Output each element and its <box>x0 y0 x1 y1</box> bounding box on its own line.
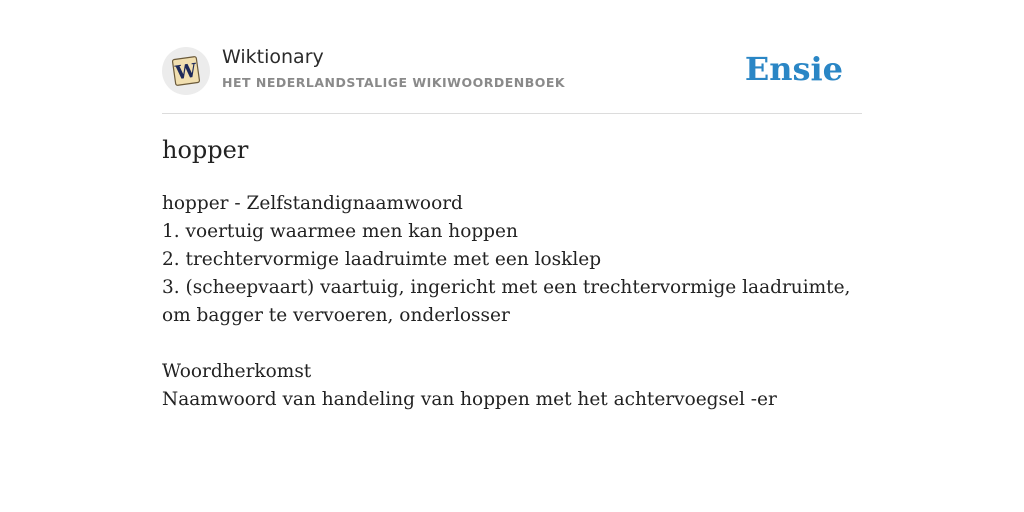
ensie-brand-logo[interactable]: Ensie <box>744 50 843 88</box>
definition-item: 1. voertuig waarmee men kan hoppen <box>162 221 518 242</box>
logo-letter: W <box>174 59 199 85</box>
page <box>162 0 862 410</box>
entry-body <box>162 190 852 414</box>
etymology-heading: Woordherkomst <box>162 361 312 382</box>
site-tagline: HET NEDERLANDSTALIGE WIKIWOORDENBOEK <box>222 75 566 90</box>
definition-item: 3. (scheepvaart) vaartuig, ingericht met een trechtervormige laadruimte, om bagger te vervoeren, onderlosser <box>162 277 851 326</box>
etymology-text: Naamwoord van handeling van hoppen met het achtervoegsel -er <box>162 389 777 410</box>
page-title: hopper <box>162 136 249 164</box>
logo-tile <box>169 54 203 88</box>
site-name[interactable]: Wiktionary <box>222 46 324 68</box>
definition-item: 2. trechtervormige laadruimte met een losklep <box>162 249 602 270</box>
wiktionary-logo-icon[interactable] <box>162 47 210 95</box>
part-of-speech-line: hopper - Zelfstandignaamwoord <box>162 193 463 214</box>
site-header <box>162 0 862 114</box>
paragraph-spacer <box>162 330 852 358</box>
